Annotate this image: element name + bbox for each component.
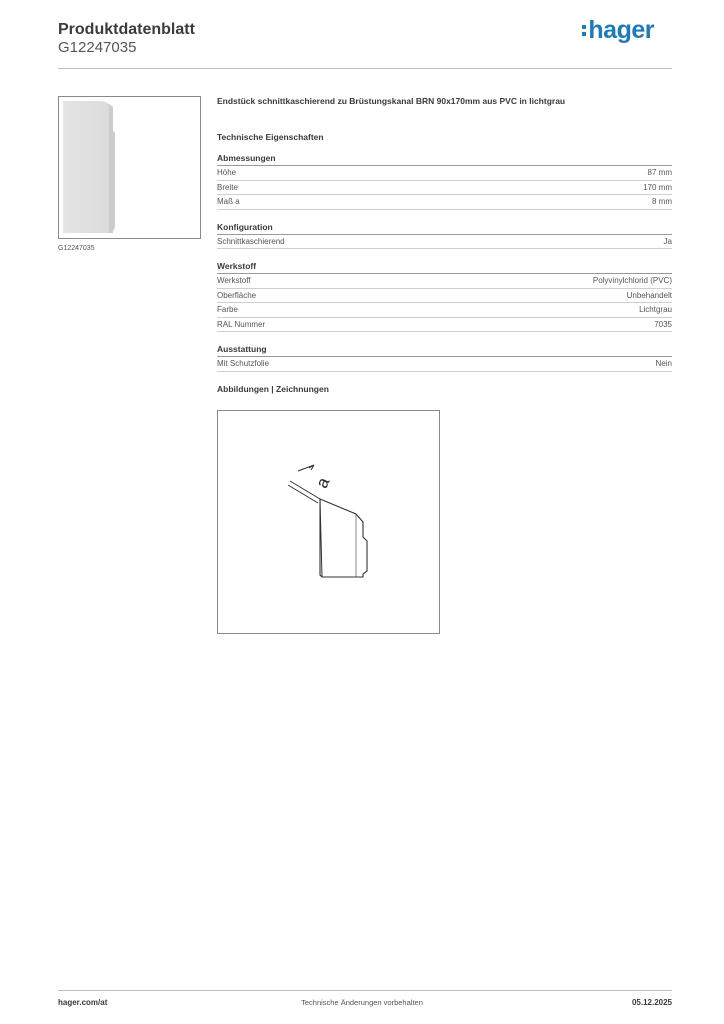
product-description: Endstück schnittkaschierend zu Brüstungskanal BRN 90x170mm aus PVC in lichtgrau [217,96,566,106]
property-row [217,289,672,304]
property-value: 7035 [654,319,672,329]
property-row [217,274,672,289]
property-label: Werkstoff [217,276,251,285]
product-details [217,96,672,394]
technical-drawing [217,410,440,634]
property-label: Breite [217,182,238,192]
section-werkstoff [217,261,672,332]
property-row [217,318,672,333]
property-row [217,235,672,250]
section-title: Ausstattung [217,344,672,357]
product-image [58,96,201,239]
property-row [217,303,672,318]
property-value: 170 mm [643,182,672,192]
property-label: Höhe [217,168,237,177]
property-value: Nein [655,359,672,368]
section-ausstattung [217,344,672,372]
property-label: Mit Schutzfolie [217,359,270,368]
footer-website: hager.com/at [58,998,108,1007]
property-value: Lichtgrau [639,305,672,314]
section-title: Abmessungen [217,153,672,166]
property-value: Ja [663,236,672,246]
technical-heading: Technische Eigenschaften [217,132,324,142]
hager-logo [582,16,654,45]
property-row [217,195,672,210]
section-konfiguration [217,222,672,250]
property-label: RAL Nummer [217,319,266,329]
section-title: Werkstoff [217,261,672,274]
end-cap-photo-icon [59,97,200,238]
property-label: Farbe [217,305,238,314]
header-divider [58,68,672,69]
figures-heading: Abbildungen | Zeichnungen [217,383,329,394]
footer-date: 05.12.2025 [631,998,672,1007]
property-value: Polyvinylchlorid (PVC) [592,276,672,285]
image-caption: G12247035 [58,245,95,252]
logo-text: hager [588,16,654,44]
dimension-label: a [312,474,334,492]
property-row [217,357,672,372]
end-cap-drawing-icon [218,411,439,633]
property-value: 8 mm [652,197,672,206]
property-row [217,181,672,196]
property-value: 87 mm [647,168,672,177]
section-abmessungen [217,153,672,210]
footer-divider [58,990,672,991]
property-row [217,166,672,181]
article-number: G12247035 [58,39,137,56]
property-label: Oberfläche [217,290,257,300]
property-label: Schnittkaschierend [217,236,285,246]
footer-notice: Technische Änderungen vorbehalten [301,998,423,1007]
property-value: Unbehandelt [626,290,672,300]
page-title: Produktdatenblatt [58,21,195,38]
section-title: Konfiguration [217,222,672,235]
property-label: Maß a [217,197,240,206]
logo-dots-icon [582,25,586,36]
